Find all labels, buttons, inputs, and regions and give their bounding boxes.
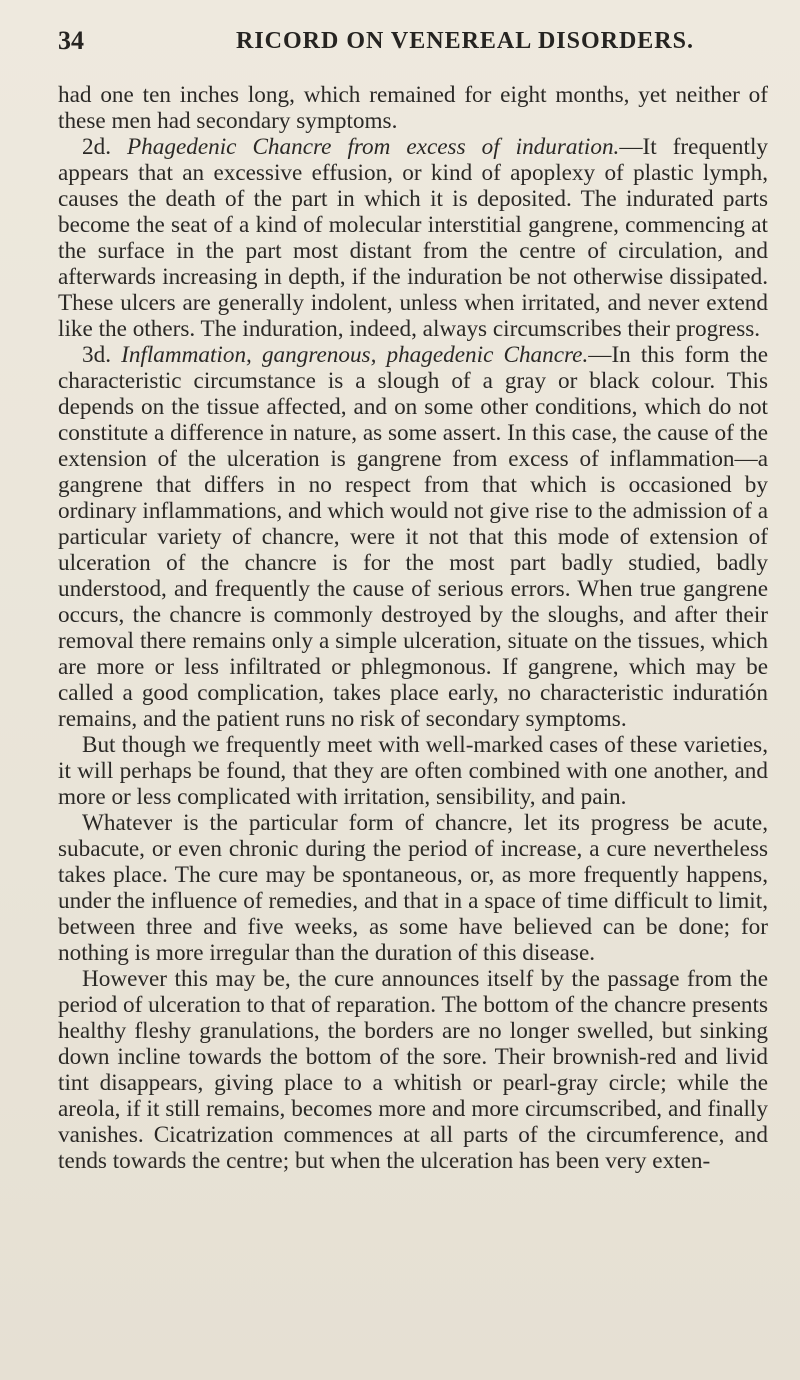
- paragraph-3-lead: 3d.: [82, 342, 122, 368]
- paragraph-5-text: Whatever is the particular form of chancre, let its progress be acute, subacute, or even chronic during the period of increase, a cure nevertheless takes place. The cure may be spontaneous, or, as more frequently happens, under the influence of remedies, and that in a space of time difficult to limit, between three and five weeks, as some have believed can be done; for nothing is more irregular than the duration of this disease.: [58, 810, 768, 966]
- paragraph-2-text: —It frequently appears that an excessive effusion, or kind of apoplexy of plastic lymph, causes the death of the part in which it is deposited. The indurated parts become the seat of a kind of molecular interstitial gangrene, commencing at the surface in the part most distant from the centre of circulation, and afterwards increasing in depth, if the induration be not otherwise dissipated. These ulcers are generally indolent, unless when irritated, and never extend like the others. The induration, indeed, always circumscribes their progress.: [58, 134, 768, 342]
- paragraph-6-text: However this may be, the cure announces itself by the passage from the period of ulceration to that of reparation. The bottom of the chancre presents healthy fleshy granulations, the borders are no longer swelled, but sinking down incline towards the bottom of the sore. Their brownish-red and livid tint disappears, giving place to a whitish or pearl-gray circle; while the areola, if it still remains, becomes more and more circumscribed, and finally vanishes. Cicatrization commences at all parts of the circumference, and tends towards the centre; but when the ulceration has been very exten-: [58, 966, 768, 1174]
- paragraph-3: [58, 342, 768, 732]
- paragraph-2-lead: 2d.: [82, 134, 127, 160]
- paragraph-6: [58, 966, 768, 1174]
- paragraph-2-title: Phagedenic Chancre from excess of induration.: [127, 134, 620, 160]
- paragraph-1: [58, 82, 768, 134]
- running-head: RICORD ON VENEREAL DISORDERS.: [236, 28, 694, 54]
- page-number: 34: [58, 26, 84, 55]
- paragraph-4: [58, 732, 768, 810]
- paragraph-5: [58, 810, 768, 966]
- paragraph-1-text: had one ten inches long, which remained for eight months, yet neither of these men had secondary symptoms.: [58, 82, 768, 134]
- body-text: [58, 82, 768, 1174]
- page-header: [58, 20, 758, 60]
- paragraph-3-text: —In this form the characteristic circumstance is a slough of a gray or black colour. This depends on the tissue affected, and on some other conditions, which do not constitute a difference in nature, as some assert. In this case, the cause of the extension of the ulceration is gangrene from excess of inflammation—a gangrene that differs in no respect from that which is occasioned by ordinary inflammations, and which would not give rise to the admission of a particular variety of chancre, were it not that this mode of extension of ulceration of the chancre is for the most part badly studied, badly understood, and frequently the cause of serious errors. When true gangrene occurs, the chancre is commonly destroyed by the sloughs, and after their removal there remains only a simple ulceration, situate on the tissues, which are more or less infiltrated or phlegmonous. If gangrene, which may be called a good complication, takes place early, no characteristic induratión remains, and the patient runs no risk of secondary symptoms.: [58, 342, 768, 732]
- paragraph-2: [58, 134, 768, 342]
- paragraph-4-text: But though we frequently meet with well-marked cases of these varieties, it will perhaps be found, that they are often combined with one another, and more or less complicated with irritation, sensibility, and pain.: [58, 732, 768, 810]
- paragraph-3-title: Inflammation, gangrenous, phagedenic Chancre.: [121, 342, 589, 368]
